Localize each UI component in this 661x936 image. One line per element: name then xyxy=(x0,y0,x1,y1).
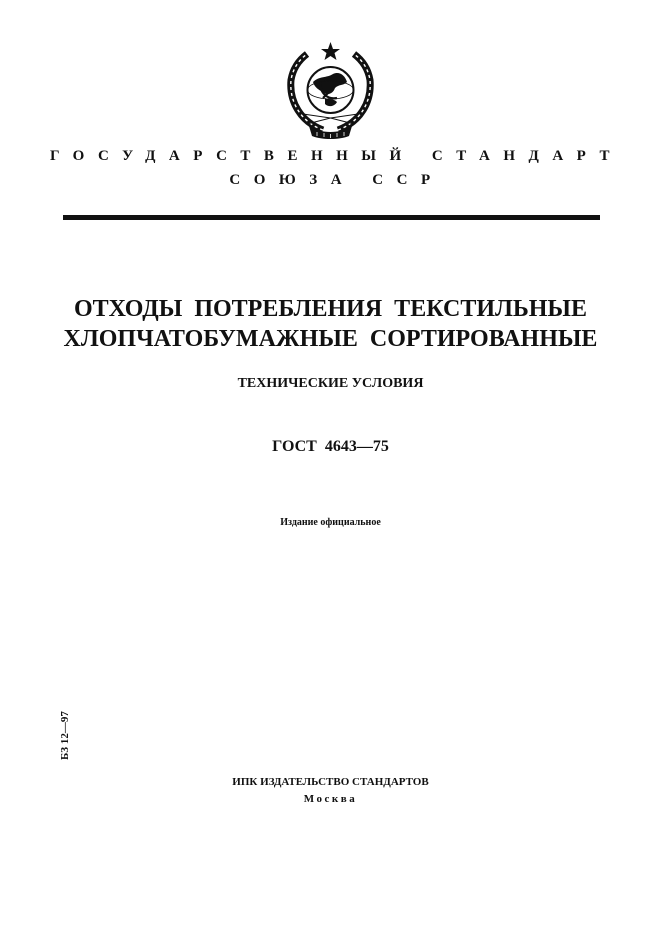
publisher-city: Москва xyxy=(303,793,358,805)
publisher-name: ИПК ИЗДАТЕЛЬСТВО СТАНДАРТОВ xyxy=(232,776,429,788)
header-line-2: СОЮЗА ССР xyxy=(229,172,444,188)
ussr-coat-of-arms-icon xyxy=(283,40,378,140)
document-title-line-2: ХЛОПЧАТОБУМАЖНЫЕ СОРТИРОВАННЫЕ xyxy=(63,326,598,352)
document-title-line-1: ОТХОДЫ ПОТРЕБЛЕНИЯ ТЕКСТИЛЬНЫЕ xyxy=(74,296,587,322)
header-divider xyxy=(63,215,600,220)
header-line-1: ГОСУДАРСТВЕННЫЙ СТАНДАРТ xyxy=(49,148,624,164)
side-code: БЗ 12—97 xyxy=(59,711,71,760)
edition-note: Издание официальное xyxy=(280,517,381,528)
document-subtitle: ТЕХНИЧЕСКИЕ УСЛОВИЯ xyxy=(237,376,424,391)
standard-number: ГОСТ 4643—75 xyxy=(272,438,389,455)
